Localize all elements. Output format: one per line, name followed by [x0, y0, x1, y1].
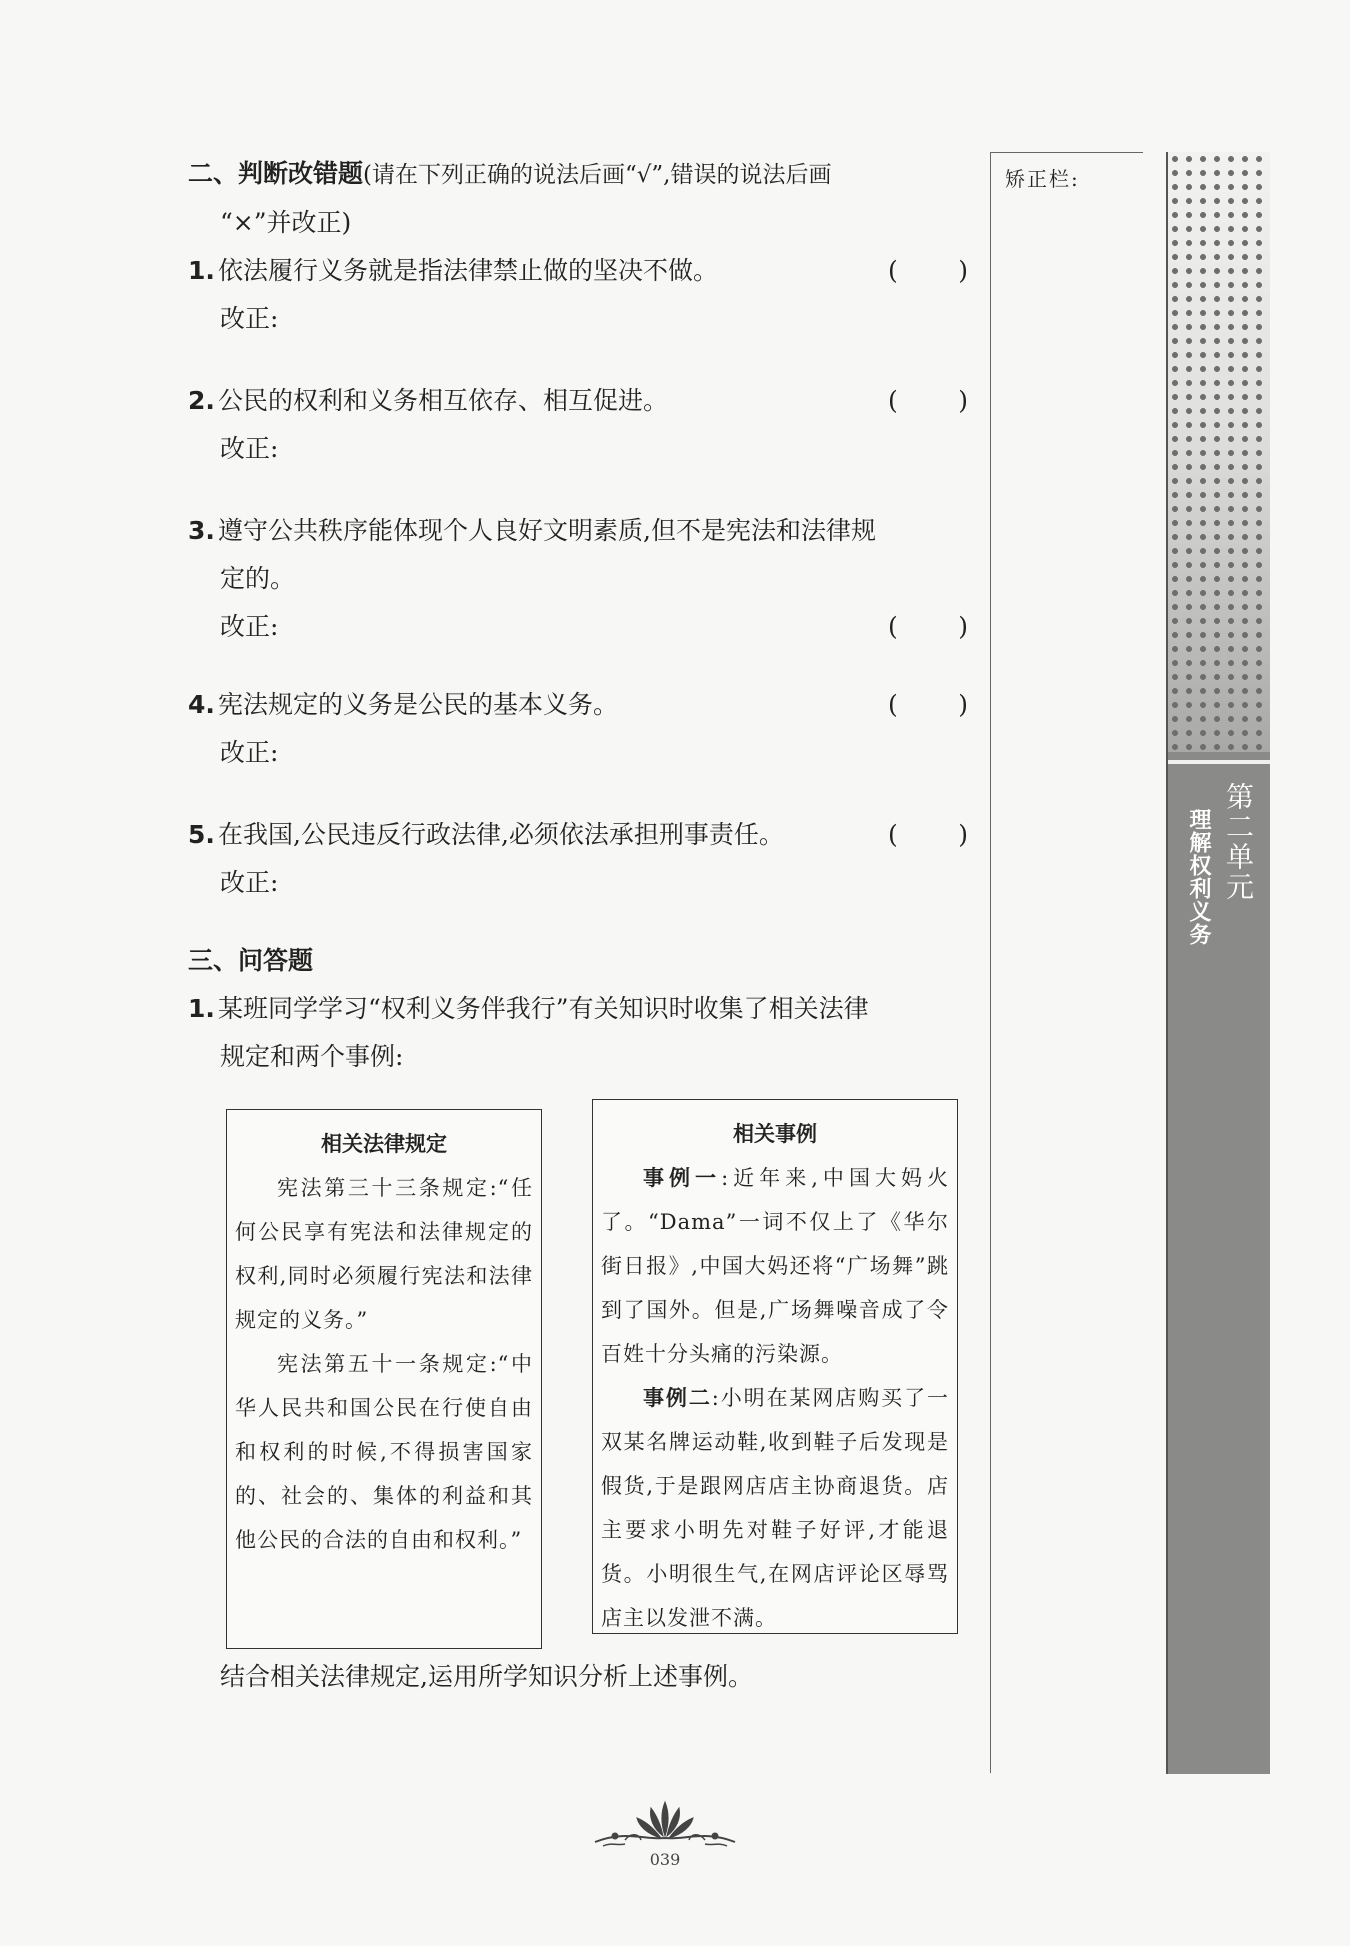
halftone-decoration [1168, 152, 1270, 752]
law-box-title: 相关法律规定 [321, 1132, 447, 1156]
question-1 [188, 985, 968, 1033]
judgment-item [188, 247, 968, 295]
fix-label: 改正: [220, 434, 279, 463]
section-3-heading [188, 937, 968, 985]
item-text: 在我国,公民违反行政法律,必须依法承担刑事责任。 [218, 820, 784, 849]
strip-divider [1168, 760, 1270, 764]
judgment-item [188, 681, 968, 729]
section-2-heading [188, 150, 968, 199]
item-text: 依法履行义务就是指法律禁止做的坚决不做。 [218, 256, 719, 285]
unit-side-strip [1166, 152, 1270, 1774]
judgment-item [188, 377, 968, 425]
fix-label: 改正: [220, 612, 279, 641]
item-number: 5. [188, 820, 215, 849]
case-box [592, 1099, 958, 1634]
judgment-item [188, 811, 968, 859]
item-number: 2. [188, 386, 215, 415]
fix-label: 改正: [220, 738, 279, 767]
answer-parentheses[interactable]: ( ) [888, 820, 968, 849]
law-paragraph-1: 宪法第三十三条规定:“任何公民享有宪法和法律规定的权利,同时必须履行宪法和法律规定的义务。” [235, 1176, 533, 1332]
main-content [188, 150, 968, 1701]
item-number: 4. [188, 690, 215, 719]
case-1-label: 事例一 [643, 1166, 722, 1190]
case-1 [601, 1156, 949, 1376]
case-2-text: :小明在某网店购买了一双某名牌运动鞋,收到鞋子后发现是假货,于是跟网店店主协商退货。店主要求小明先对鞋子好评,才能退货。小明很生气,在网店评论区辱骂店主以发泄不满。 [601, 1386, 950, 1630]
fix-label: 改正: [220, 868, 279, 897]
fix-row [188, 603, 968, 651]
case-2 [601, 1376, 949, 1640]
correction-label: 矫正栏: [1005, 167, 1080, 191]
fix-label: 改正: [220, 304, 279, 333]
section-2-note-cont: “×”并改正) [220, 208, 352, 237]
case-1-text: :近年来,中国大妈火了。“Dama”一词不仅上了《华尔街日报》,中国大妈还将“广场舞”跳到了国外。但是,广场舞噪音成了令百姓十分头痛的污染源。 [601, 1166, 949, 1366]
answer-parentheses[interactable]: ( ) [888, 386, 968, 415]
section-2-note: (请在下列正确的说法后画“√”,错误的说法后画 [363, 162, 832, 188]
section-3-title: 三、问答题 [188, 946, 314, 975]
floral-ornament-icon [585, 1796, 745, 1856]
answer-parentheses[interactable]: ( ) [888, 690, 968, 719]
item-text-cont: 定的。 [220, 564, 296, 593]
case-box-title: 相关事例 [733, 1122, 817, 1146]
section-2-title: 二、判断改错题 [188, 159, 364, 188]
item-text: 公民的权利和义务相互依存、相互促进。 [218, 386, 669, 415]
item-number: 1. [188, 256, 215, 285]
item-number: 1. [188, 994, 215, 1023]
correction-column [990, 152, 1143, 1773]
question-text: 某班同学学习“权利义务伴我行”有关知识时收集了相关法律 [218, 994, 869, 1023]
answer-parentheses[interactable]: ( ) [888, 612, 968, 641]
answer-parentheses[interactable]: ( ) [888, 256, 968, 285]
law-paragraph-2: 宪法第五十一条规定:“中华人民共和国公民在行使自由和权利的时候,不得损害国家的、社会的、集体的利益和其他公民的合法的自由和权利。” [235, 1352, 533, 1552]
instruction: 结合相关法律规定,运用所学知识分析上述事例。 [220, 1662, 753, 1691]
page-number: 039 [649, 1850, 681, 1869]
item-text: 遵守公共秩序能体现个人良好文明素质,但不是宪法和法律规 [218, 516, 876, 545]
law-box [226, 1109, 542, 1649]
item-number: 3. [188, 516, 215, 545]
item-text: 宪法规定的义务是公民的基本义务。 [218, 690, 619, 719]
material-boxes [188, 1099, 968, 1639]
unit-title: 第二单元 [1222, 782, 1255, 902]
unit-subtitle: 理解权利义务 [1186, 808, 1211, 946]
question-text-cont: 规定和两个事例: [220, 1042, 404, 1071]
judgment-item [188, 507, 968, 555]
case-2-label: 事例二 [643, 1386, 712, 1410]
